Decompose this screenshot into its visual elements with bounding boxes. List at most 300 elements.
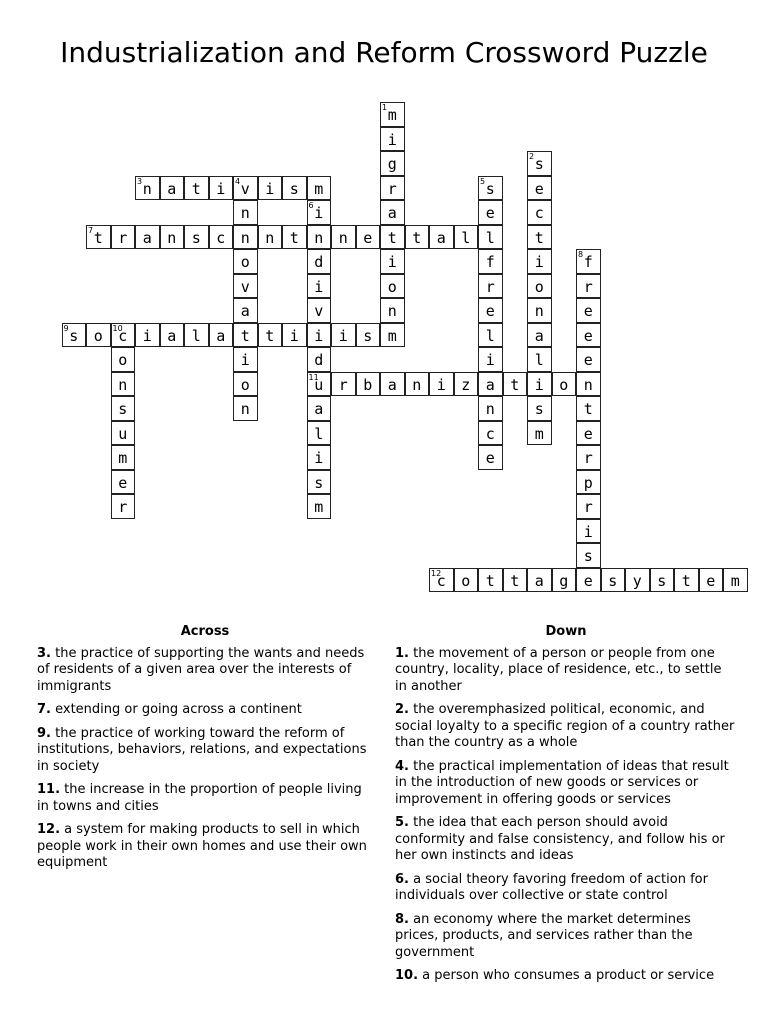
clue-number: 12. [37, 822, 61, 837]
clue-down-5 [395, 815, 737, 865]
cell-number: 12 [431, 568, 442, 578]
cell-letter: s [191, 228, 201, 247]
cell-letter: l [191, 326, 201, 345]
cell-letter: t [681, 571, 691, 590]
cell-letter: a [387, 375, 397, 394]
grid-cell[interactable] [454, 225, 479, 250]
grid-cell[interactable] [380, 200, 405, 225]
cell-number: 11 [308, 372, 319, 382]
grid-cell[interactable] [552, 568, 577, 593]
cell-letter: e [485, 204, 495, 222]
cell-letter: r [583, 498, 593, 516]
grid-cell[interactable] [331, 323, 356, 348]
grid-cell[interactable] [184, 323, 209, 348]
grid-cell[interactable] [405, 225, 430, 250]
cell-letter: a [167, 179, 177, 198]
cell-letter: c [534, 204, 544, 222]
cell-letter: e [583, 351, 593, 369]
cell-number: 1 [382, 103, 388, 112]
grid-cell[interactable] [331, 225, 356, 250]
grid-cell[interactable] [478, 568, 503, 593]
grid-cell[interactable] [478, 445, 503, 470]
cell-letter: a [436, 228, 446, 247]
grid-cell[interactable] [380, 225, 405, 250]
grid-cell[interactable] [527, 176, 552, 201]
grid-cell[interactable] [674, 568, 699, 593]
grid-cell[interactable] [184, 225, 209, 250]
clue-across-9 [37, 726, 373, 776]
cell-letter: e [118, 473, 128, 492]
cell-letter: t [191, 179, 201, 198]
cell-letter: n [167, 228, 177, 247]
cell-letter: a [167, 326, 177, 345]
clue-number: 6. [395, 871, 409, 887]
cell-letter: n [240, 228, 250, 247]
grid-cell[interactable] [282, 225, 307, 250]
grid-cell[interactable] [527, 274, 552, 299]
cell-letter: s [534, 400, 544, 418]
clue-text: a person who consumes a product or service [422, 968, 715, 983]
grid-cell[interactable] [478, 396, 503, 421]
grid-cell[interactable] [282, 323, 307, 348]
grid-cell[interactable] [209, 225, 234, 250]
clue-across-11 [37, 782, 373, 815]
cell-letter: c [216, 228, 226, 247]
grid-cell[interactable] [478, 200, 503, 225]
clue-text: a system for making products to sell in which people work in their own homes and use their own equipment [37, 822, 367, 870]
cell-letter: r [583, 449, 593, 467]
grid-cell[interactable] [527, 225, 552, 250]
cell-letter: e [583, 302, 593, 320]
clue-down-2 [395, 702, 737, 752]
cell-number: 2 [529, 152, 535, 161]
cell-letter: i [485, 351, 495, 369]
grid-cell[interactable] [380, 151, 405, 176]
grid-cell[interactable] [111, 396, 136, 421]
clue-down-6 [395, 872, 737, 905]
grid-cell[interactable] [111, 323, 136, 348]
cell-letter: t [412, 228, 422, 247]
cell-letter: a [314, 400, 324, 418]
grid-cell[interactable] [307, 298, 332, 323]
puzzle-title: Industrialization and Reform Crossword Puzzle [60, 36, 708, 69]
cell-letter: i [387, 130, 397, 149]
grid-cell[interactable] [454, 568, 479, 593]
grid-cell[interactable] [258, 323, 283, 348]
cell-letter: s [289, 179, 299, 198]
clue-text: the practical implementation of ideas that result in the introduction of new goods or services or improvement in offering goods or services [395, 758, 729, 807]
grid-cell[interactable] [307, 494, 332, 519]
grid-cell[interactable] [380, 298, 405, 323]
cell-letter: t [510, 375, 520, 394]
cell-letter: t [485, 571, 495, 590]
cell-letter: c [436, 571, 446, 590]
cell-letter: d [314, 351, 324, 369]
cell-letter: e [583, 424, 593, 443]
cell-letter: i [265, 179, 275, 198]
cell-letter: o [461, 571, 471, 590]
cell-letter: m [387, 106, 397, 124]
cell-letter: o [240, 253, 250, 271]
cell-letter: i [338, 326, 348, 345]
clue-text: the overemphasized political, economic, and social loyalty to a specific region of a country rather than the country as a whole [395, 702, 735, 750]
cell-letter: t [240, 326, 250, 345]
grid-cell[interactable] [307, 470, 332, 495]
grid-cell[interactable] [576, 543, 601, 568]
cell-letter: e [485, 449, 495, 467]
cell-letter: i [216, 179, 226, 198]
clue-number: 10. [395, 968, 419, 983]
cell-letter: f [485, 253, 495, 271]
grid-cell[interactable] [576, 421, 601, 446]
cell-letter: i [289, 326, 299, 345]
cell-letter: e [485, 302, 495, 320]
cell-letter: t [93, 228, 103, 247]
grid-cell[interactable] [356, 323, 381, 348]
grid-cell[interactable] [307, 249, 332, 274]
cell-letter: a [387, 204, 397, 222]
clue-across-7 [37, 702, 373, 719]
cell-letter: n [118, 375, 128, 394]
cell-letter: o [387, 277, 397, 296]
grid-cell[interactable] [527, 151, 552, 176]
grid-cell[interactable] [380, 372, 405, 397]
grid-cell[interactable] [527, 249, 552, 274]
grid-cell[interactable] [405, 372, 430, 397]
cell-letter: g [559, 571, 569, 590]
grid-cell[interactable] [233, 298, 258, 323]
cell-letter: l [485, 228, 495, 247]
down-heading: Down [545, 624, 587, 639]
cell-letter: u [314, 375, 324, 394]
cell-letter: s [583, 547, 593, 565]
cell-number: 4 [235, 176, 241, 186]
grid-cell[interactable] [527, 347, 552, 372]
cell-letter: i [436, 375, 446, 394]
grid-cell[interactable] [478, 249, 503, 274]
cell-letter: s [314, 473, 324, 492]
cell-letter: s [534, 155, 544, 173]
cell-letter: a [534, 326, 544, 345]
grid-cell[interactable] [160, 323, 185, 348]
grid-cell[interactable] [307, 225, 332, 250]
cell-number: 8 [578, 250, 584, 259]
grid-cell[interactable] [478, 298, 503, 323]
grid-cell[interactable] [356, 372, 381, 397]
grid-cell[interactable] [576, 396, 601, 421]
cell-letter: d [314, 253, 324, 271]
cell-letter: r [338, 375, 348, 394]
grid-cell[interactable] [307, 347, 332, 372]
cell-letter: e [583, 571, 593, 590]
grid-cell[interactable] [503, 568, 528, 593]
cell-letter: t [387, 228, 397, 247]
cell-letter: a [534, 571, 544, 590]
cell-letter: r [583, 277, 593, 296]
cell-letter: n [240, 204, 250, 222]
grid-cell[interactable] [723, 568, 748, 593]
grid-cell[interactable] [576, 298, 601, 323]
grid-cell[interactable] [307, 421, 332, 446]
grid-cell[interactable] [233, 176, 258, 201]
cell-letter: e [363, 228, 373, 247]
grid-cell[interactable] [576, 274, 601, 299]
grid-cell[interactable] [478, 347, 503, 372]
cell-letter: t [289, 228, 299, 247]
grid-cell[interactable] [527, 323, 552, 348]
cell-letter: t [265, 326, 275, 345]
grid-cell[interactable] [233, 274, 258, 299]
grid-cell[interactable] [503, 372, 528, 397]
clue-number: 4. [395, 758, 409, 774]
across-heading: Across [180, 624, 230, 639]
grid-cell[interactable] [576, 249, 601, 274]
grid-cell[interactable] [527, 568, 552, 593]
cell-letter: m [730, 571, 740, 590]
grid-cell[interactable] [307, 200, 332, 225]
cell-letter: b [363, 375, 373, 394]
cell-letter: i [314, 204, 324, 222]
grid-cell[interactable] [454, 372, 479, 397]
cell-letter: i [314, 277, 324, 296]
grid-cell[interactable] [527, 298, 552, 323]
grid-cell[interactable] [699, 568, 724, 593]
cell-letter: o [93, 326, 103, 345]
grid-cell[interactable] [135, 176, 160, 201]
cell-letter: a [216, 326, 226, 345]
grid-cell[interactable] [478, 323, 503, 348]
cell-letter: n [387, 302, 397, 320]
cell-letter: r [118, 498, 128, 516]
cell-letter: e [583, 326, 593, 345]
clue-text: the increase in the proportion of people living in towns and cities [37, 782, 362, 814]
grid-cell[interactable] [527, 396, 552, 421]
clue-number: 1. [395, 645, 409, 661]
grid-cell[interactable] [307, 396, 332, 421]
clue-text: the movement of a person or people from one country, locality, place of residence, etc., to settle in another [395, 645, 722, 694]
grid-cell[interactable] [552, 372, 577, 397]
grid-cell[interactable] [111, 421, 136, 446]
grid-cell[interactable] [282, 176, 307, 201]
cell-letter: u [118, 424, 128, 443]
grid-cell[interactable] [307, 274, 332, 299]
grid-cell[interactable] [135, 225, 160, 250]
clue-number: 9. [37, 725, 51, 741]
grid-cell[interactable] [478, 274, 503, 299]
grid-cell[interactable] [233, 347, 258, 372]
clue-number: 8. [395, 911, 409, 927]
cell-letter: i [534, 253, 544, 271]
cell-number: 5 [480, 176, 486, 186]
cell-letter: e [534, 179, 544, 198]
cell-letter: n [265, 228, 275, 247]
clue-text: the idea that each person should avoid conformity and false consistency, and follow his or her own instincts and ideas [395, 815, 725, 863]
grid-cell[interactable] [111, 445, 136, 470]
grid-cell[interactable] [111, 494, 136, 519]
grid-cell[interactable] [86, 323, 111, 348]
grid-cell[interactable] [429, 372, 454, 397]
clue-text: the practice of working toward the reform of institutions, behaviors, relations, and expectations in society [37, 725, 367, 774]
cell-letter: i [534, 375, 544, 394]
grid-cell[interactable] [233, 225, 258, 250]
cell-letter: n [338, 228, 348, 247]
grid-cell[interactable] [184, 176, 209, 201]
cell-letter: v [314, 302, 324, 320]
cell-letter: t [534, 228, 544, 247]
grid-cell[interactable] [111, 470, 136, 495]
grid-cell[interactable] [111, 372, 136, 397]
grid-cell[interactable] [650, 568, 675, 593]
cell-letter: o [534, 277, 544, 296]
grid-cell[interactable] [527, 421, 552, 446]
grid-cell[interactable] [258, 176, 283, 201]
cell-letter: m [314, 498, 324, 516]
cell-letter: m [118, 449, 128, 467]
across-clues [37, 624, 373, 879]
cell-letter: t [583, 400, 593, 418]
cell-letter: r [485, 277, 495, 296]
cell-number: 3 [137, 176, 143, 186]
cell-letter: n [412, 375, 422, 394]
cell-letter: l [534, 351, 544, 369]
grid-cell[interactable] [86, 225, 111, 250]
cell-letter: l [314, 424, 324, 443]
cell-letter: o [118, 351, 128, 369]
grid-cell[interactable] [380, 274, 405, 299]
cell-letter: y [632, 571, 642, 590]
cell-letter: g [387, 155, 397, 173]
cell-letter: s [657, 571, 667, 590]
grid-cell[interactable] [111, 225, 136, 250]
grid-cell[interactable] [233, 323, 258, 348]
cell-letter: n [240, 400, 250, 418]
cell-letter: a [142, 228, 152, 247]
cell-letter: s [363, 326, 373, 345]
cell-letter: c [485, 424, 495, 443]
cell-letter: m [314, 179, 324, 198]
cell-letter: l [485, 326, 495, 345]
grid-cell[interactable] [576, 470, 601, 495]
grid-cell[interactable] [307, 323, 332, 348]
grid-cell[interactable] [111, 347, 136, 372]
grid-cell[interactable] [135, 323, 160, 348]
clue-number: 3. [37, 645, 51, 661]
grid-cell[interactable] [209, 323, 234, 348]
clue-down-1 [395, 646, 737, 696]
cell-number: 10 [112, 323, 123, 333]
grid-cell[interactable] [527, 200, 552, 225]
grid-cell[interactable] [429, 225, 454, 250]
clue-number: 11. [37, 782, 61, 797]
grid-cell[interactable] [380, 249, 405, 274]
grid-cell[interactable] [380, 176, 405, 201]
cell-letter: i [387, 253, 397, 271]
grid-cell[interactable] [233, 200, 258, 225]
cell-letter: n [534, 302, 544, 320]
clue-across-3 [37, 646, 373, 696]
grid-cell[interactable] [625, 568, 650, 593]
grid-cell[interactable] [62, 323, 87, 348]
cell-letter: z [461, 375, 471, 394]
grid-cell[interactable] [576, 445, 601, 470]
grid-cell[interactable] [380, 102, 405, 127]
grid-cell[interactable] [160, 225, 185, 250]
grid-cell[interactable] [478, 421, 503, 446]
grid-cell[interactable] [160, 176, 185, 201]
cell-letter: r [387, 179, 397, 198]
grid-cell[interactable] [601, 568, 626, 593]
grid-cell[interactable] [380, 323, 405, 348]
grid-cell[interactable] [576, 323, 601, 348]
grid-cell[interactable] [233, 372, 258, 397]
clue-number: 5. [395, 815, 409, 830]
cell-letter: n [314, 228, 324, 247]
clue-down-10 [395, 968, 737, 985]
cell-letter: i [314, 449, 324, 467]
grid-cell[interactable] [478, 372, 503, 397]
cell-letter: o [240, 375, 250, 394]
cell-letter: a [240, 302, 250, 320]
grid-cell[interactable] [576, 494, 601, 519]
down-clues [395, 624, 737, 992]
grid-cell[interactable] [380, 127, 405, 152]
grid-cell[interactable] [576, 568, 601, 593]
grid-cell[interactable] [233, 249, 258, 274]
grid-cell[interactable] [478, 176, 503, 201]
cell-letter: s [485, 179, 495, 198]
grid-cell[interactable] [576, 372, 601, 397]
clue-text: extending or going across a continent [55, 702, 302, 717]
grid-cell[interactable] [356, 225, 381, 250]
grid-cell[interactable] [307, 372, 332, 397]
cell-letter: n [583, 375, 593, 394]
grid-cell[interactable] [576, 347, 601, 372]
clue-down-4 [395, 759, 737, 809]
clue-number: 7. [37, 702, 51, 717]
cell-letter: n [142, 179, 152, 198]
cell-letter: c [118, 326, 128, 345]
clue-across-12 [37, 822, 373, 872]
grid-cell[interactable] [307, 176, 332, 201]
grid-cell[interactable] [209, 176, 234, 201]
cell-letter: f [583, 253, 593, 271]
grid-cell[interactable] [331, 372, 356, 397]
clue-down-8 [395, 912, 737, 962]
cell-letter: a [485, 375, 495, 394]
cell-letter: n [485, 400, 495, 418]
grid-cell[interactable] [527, 372, 552, 397]
grid-cell[interactable] [429, 568, 454, 593]
grid-cell[interactable] [233, 396, 258, 421]
grid-cell[interactable] [307, 445, 332, 470]
grid-cell[interactable] [258, 225, 283, 250]
cell-letter: i [240, 351, 250, 369]
cell-number: 6 [308, 201, 314, 210]
cell-letter: s [118, 400, 128, 418]
clue-number: 2. [395, 702, 409, 717]
cell-number: 7 [88, 225, 94, 235]
cell-letter: m [534, 424, 544, 443]
cell-letter: v [240, 179, 250, 198]
cell-letter: i [142, 326, 152, 345]
grid-cell[interactable] [576, 519, 601, 544]
cell-letter: i [583, 522, 593, 541]
cell-letter: t [510, 571, 520, 590]
clue-text: a social theory favoring freedom of action for individuals over collective or state control [395, 871, 708, 903]
grid-cell[interactable] [478, 225, 503, 250]
cell-letter: v [240, 277, 250, 296]
cell-letter: p [583, 473, 593, 492]
